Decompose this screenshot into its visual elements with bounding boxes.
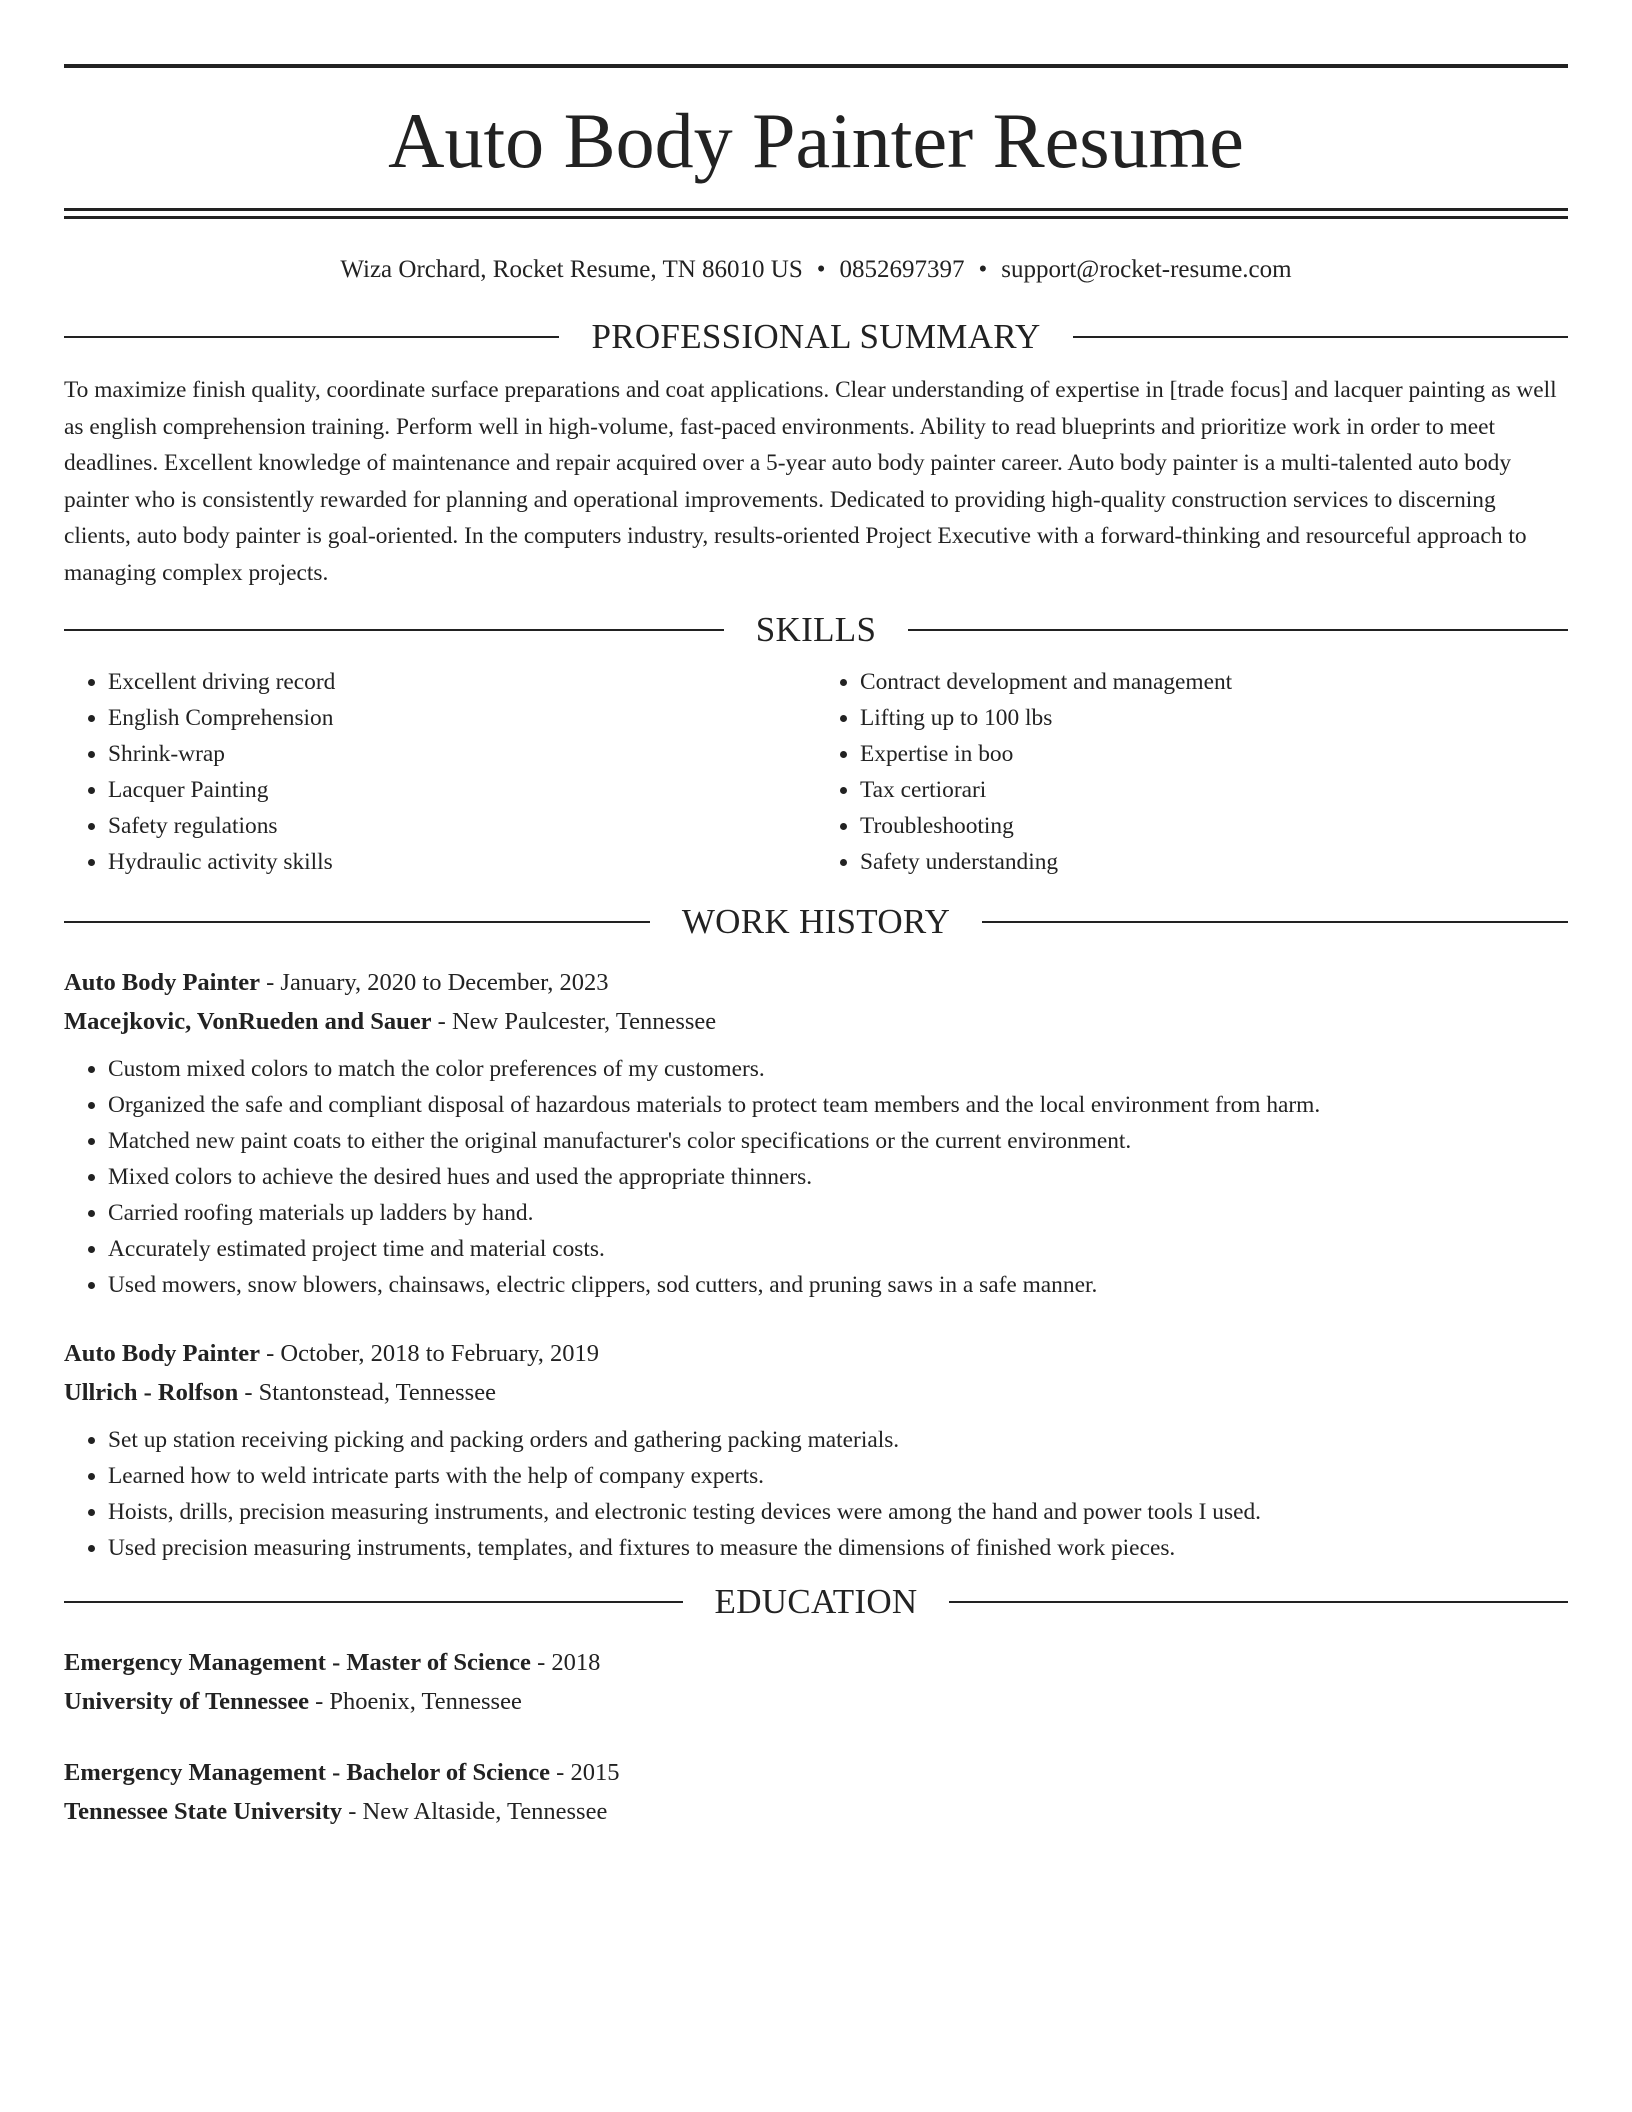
job-company-line <box>64 1002 1568 1041</box>
heading-rule-right <box>982 921 1568 923</box>
education-entry <box>64 1753 1568 1831</box>
work-heading <box>64 904 1568 939</box>
work-heading-label: WORK HISTORY <box>681 902 951 941</box>
skill-item: • Tax certiorari <box>860 772 1568 808</box>
summary-text: To maximize finish quality, coordinate surface preparations and coat applications. Clear understanding of expertise in [trade focus] and lacquer painting as well as english comprehension training. Perform well in high-volume, fast-paced environments. Ability to read blueprints and prioritize work in order to meet deadlines. Excellent knowledge of maintenance and repair acquired over a 5-year auto body painter career. Auto body painter is a multi-talented auto body painter who is consistently rewarded for planning and operational improvements. Dedicated to providing high-quality construction services to discerning clients, auto body painter is goal-oriented. In the computers industry, results-oriented Project Executive with a forward-thinking and resourceful approach to managing complex projects. <box>64 377 1557 586</box>
skills-heading <box>64 612 1568 647</box>
duty-item: • Organized the safe and compliant disposal of hazardous materials to protect team members and the local environment from harm. <box>108 1087 1568 1123</box>
heading-rule-left <box>64 1601 683 1603</box>
job-company-line <box>64 1373 1568 1412</box>
education-degree-line <box>64 1643 1568 1682</box>
education-location: - Phoenix, Tennessee <box>309 1688 522 1715</box>
duty-item: • Used precision measuring instruments, templates, and fixtures to measure the dimensions of finished work pieces. <box>108 1530 1568 1566</box>
skills-column-left <box>64 664 816 880</box>
heading-rule-right <box>908 629 1568 631</box>
heading-rule-left <box>64 336 559 338</box>
job-duties <box>64 1422 1568 1566</box>
education-year: - 2018 <box>530 1649 601 1676</box>
job-title-line <box>64 1334 1568 1373</box>
skill-item: • Excellent driving record <box>108 664 816 700</box>
job-title: Auto Body Painter <box>64 1340 260 1367</box>
skill-item: • Shrink-wrap <box>108 736 816 772</box>
education-heading <box>64 1584 1568 1619</box>
skill-item: • Expertise in boo <box>860 736 1568 772</box>
title-double-rule <box>64 208 1568 219</box>
job-dates: - October, 2018 to February, 2019 <box>260 1340 599 1367</box>
education-school: University of Tennessee <box>64 1688 309 1715</box>
education-location: - New Altaside, Tennessee <box>342 1798 608 1825</box>
job-title: Auto Body Painter <box>64 969 260 996</box>
resume-title: Auto Body Painter Resume <box>388 97 1244 184</box>
summary-heading-label: PROFESSIONAL SUMMARY <box>591 317 1041 356</box>
education-school-line <box>64 1682 1568 1721</box>
heading-rule-right <box>949 1601 1568 1603</box>
contact-email: support@rocket-resume.com <box>1001 256 1292 283</box>
education-degree-line <box>64 1753 1568 1792</box>
top-rule <box>64 64 1568 68</box>
skill-item: • Lifting up to 100 lbs <box>860 700 1568 736</box>
job-duties <box>64 1051 1568 1303</box>
contact-separator: • <box>816 256 826 283</box>
job-entry <box>64 963 1568 1303</box>
job-location: - Stantonstead, Tennessee <box>238 1379 496 1406</box>
summary-heading <box>64 319 1568 354</box>
duty-item: • Accurately estimated project time and material costs. <box>108 1231 1568 1267</box>
education-heading-label: EDUCATION <box>714 1582 918 1621</box>
duty-item: • Custom mixed colors to match the color preferences of my customers. <box>108 1051 1568 1087</box>
education-entry <box>64 1643 1568 1721</box>
job-location: - New Paulcester, Tennessee <box>431 1008 717 1035</box>
education-school: Tennessee State University <box>64 1798 343 1825</box>
job-company: Ullrich - Rolfson <box>64 1379 239 1406</box>
job-dates: - January, 2020 to December, 2023 <box>260 969 609 996</box>
heading-rule-right <box>1073 336 1568 338</box>
skill-item: • Safety regulations <box>108 808 816 844</box>
skills-column-right <box>816 664 1568 880</box>
duty-item: • Matched new paint coats to either the original manufacturer's color specifications or the current environment. <box>108 1123 1568 1159</box>
skill-item: • Hydraulic activity skills <box>108 844 816 880</box>
education-degree: Emergency Management - Master of Science <box>64 1649 531 1676</box>
duty-item: • Learned how to weld intricate parts with the help of company experts. <box>108 1458 1568 1494</box>
job-title-line <box>64 963 1568 1002</box>
heading-rule-left <box>64 629 724 631</box>
duty-item: • Set up station receiving picking and packing orders and gathering packing materials. <box>108 1422 1568 1458</box>
skill-item: • Safety understanding <box>860 844 1568 880</box>
skill-item: • Lacquer Painting <box>108 772 816 808</box>
skill-item: • English Comprehension <box>108 700 816 736</box>
contact-separator: • <box>978 256 988 283</box>
contact-address: Wiza Orchard, Rocket Resume, TN 86010 US <box>340 256 803 283</box>
contact-phone: 0852697397 <box>839 256 965 283</box>
job-company: Macejkovic, VonRueden and Sauer <box>64 1008 432 1035</box>
duty-item: • Hoists, drills, precision measuring instruments, and electronic testing devices were among the hand and power tools I used. <box>108 1494 1568 1530</box>
contact-line <box>64 255 1568 285</box>
education-degree: Emergency Management - Bachelor of Science <box>64 1759 551 1786</box>
duty-item: • Used mowers, snow blowers, chainsaws, electric clippers, sod cutters, and pruning saws in a safe manner. <box>108 1267 1568 1303</box>
job-entry <box>64 1334 1568 1566</box>
skills-list <box>64 664 1568 880</box>
skill-item: • Troubleshooting <box>860 808 1568 844</box>
duty-item: • Mixed colors to achieve the desired hues and used the appropriate thinners. <box>108 1159 1568 1195</box>
education-year: - 2015 <box>550 1759 620 1786</box>
skill-item: • Contract development and management <box>860 664 1568 700</box>
heading-rule-left <box>64 921 650 923</box>
duty-item: • Carried roofing materials up ladders by hand. <box>108 1195 1568 1231</box>
education-school-line <box>64 1792 1568 1831</box>
skills-heading-label: SKILLS <box>755 610 877 649</box>
